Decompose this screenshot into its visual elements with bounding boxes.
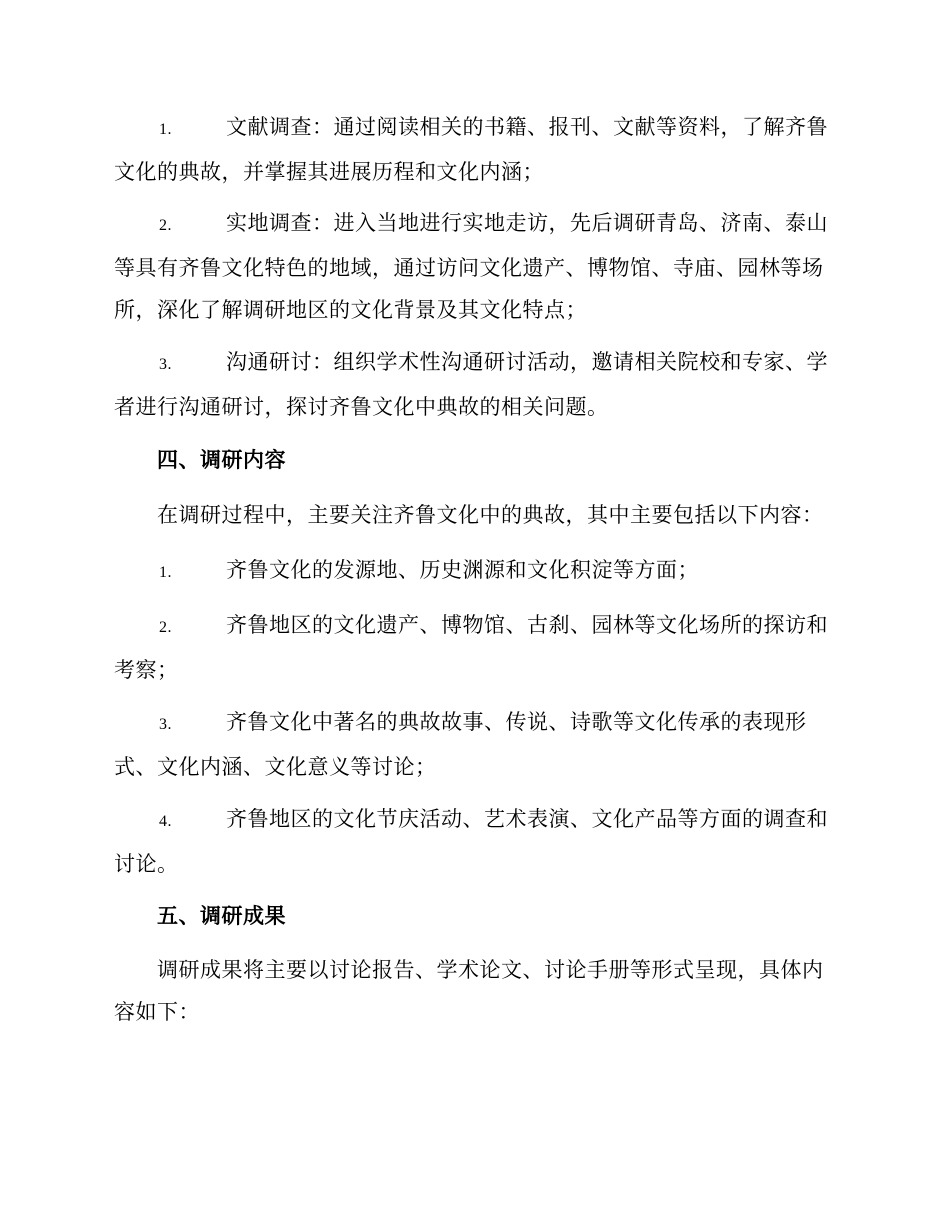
paragraph: 调研成果将主要以讨论报告、学术论文、讨论手册等形式呈现，具体内容如下： — [114, 958, 824, 1024]
list-item — [114, 202, 834, 331]
list-text: 实地调查：进入当地进行实地走访，先后调研青岛、济南、泰山等具有齐鲁文化特色的地域，通过访问文化遗产、博物馆、寺庙、园林等场所，深化了解调研地区的文化背景及其文化特点； — [114, 211, 828, 322]
list-number: 1. — [159, 564, 172, 581]
list-item — [114, 701, 834, 788]
list-text: 齐鲁文化中著名的典故故事、传说、诗歌等文化传承的表现形式、文化内涵、文化意义等讨论； — [114, 710, 807, 779]
list-text: 文献调查：通过阅读相关的书籍、报刊、文献等资料，了解齐鲁文化的典故，并掌握其进展历程和文化内涵； — [114, 115, 828, 184]
list-text: 齐鲁地区的文化遗产、博物馆、古刹、园林等文化场所的探访和考察； — [114, 613, 828, 682]
list-number: 2. — [159, 619, 172, 636]
list-number: 4. — [159, 813, 172, 830]
list-text: 齐鲁文化的发源地、历史渊源和文化积淀等方面； — [226, 558, 699, 582]
section-heading: 五、调研成果 — [157, 903, 286, 928]
list-item — [114, 549, 834, 594]
list-item — [114, 341, 834, 428]
section-heading: 四、调研内容 — [157, 447, 286, 472]
list-item — [114, 106, 834, 193]
list-number: 3. — [159, 356, 172, 373]
list-number: 2. — [159, 217, 172, 234]
list-item — [114, 798, 834, 885]
list-number: 3. — [159, 716, 172, 733]
paragraph: 在调研过程中，主要关注齐鲁文化中的典故，其中主要包括以下内容： — [157, 503, 824, 527]
list-number: 1. — [159, 121, 172, 138]
list-text: 齐鲁地区的文化节庆活动、艺术表演、文化产品等方面的调查和讨论。 — [114, 807, 828, 876]
list-text: 沟通研讨：组织学术性沟通研讨活动，邀请相关院校和专家、学者进行沟通研讨，探讨齐鲁文化中典故的相关问题。 — [114, 350, 828, 419]
list-item — [114, 604, 834, 691]
